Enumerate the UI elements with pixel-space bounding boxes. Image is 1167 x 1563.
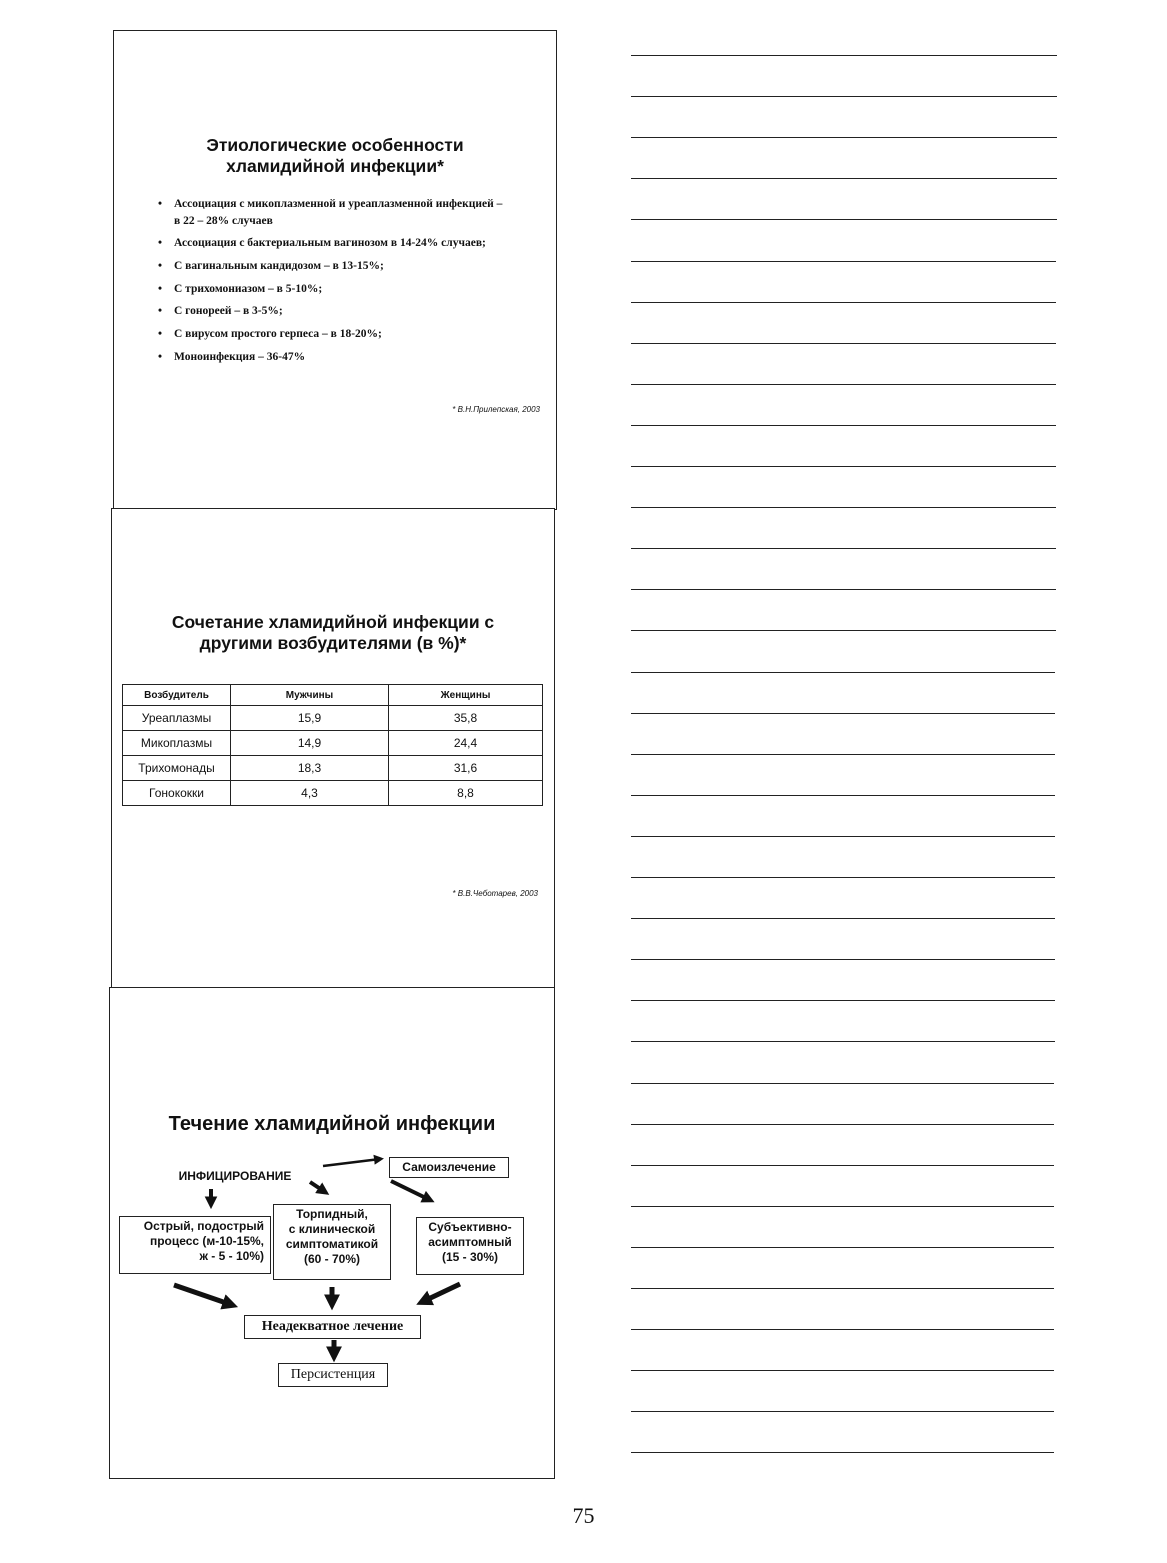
note-line	[631, 1452, 1054, 1453]
table-cell: Уреаплазмы	[123, 706, 231, 731]
table-cell: 8,8	[389, 781, 543, 806]
arrow-subjective-to-inadequate	[422, 1284, 460, 1302]
persistence-box: Персистенция	[278, 1363, 388, 1387]
note-line	[631, 178, 1057, 179]
list-item: • Ассоциация с бактериальным вагинозом в 14-24% случаев;	[158, 237, 486, 250]
note-line	[631, 1165, 1054, 1166]
infection-label: ИНФИЦИРОВАНИЕ	[178, 1169, 292, 1183]
list-item: • Моноинфекция – 36-47%	[158, 350, 306, 363]
list-item: • С вирусом простого герпеса – в 18-20%;	[158, 328, 382, 341]
note-line	[631, 55, 1057, 56]
list-item: • С трихомониазом – в 5-10%;	[158, 282, 323, 295]
table-cell: 14,9	[231, 731, 389, 756]
table-row	[123, 781, 543, 806]
column-header: Возбудитель	[123, 685, 231, 706]
arrow-acute-to-inadequate	[174, 1285, 232, 1305]
acute-process-box: Острый, подострый процесс (м-10-15%, ж - 5 - 10%)	[119, 1216, 271, 1274]
note-line	[631, 672, 1055, 673]
list-item: • Ассоциация с микоплазменной и уреаплазменной инфекцией – в 22 – 28% случаев	[158, 198, 503, 227]
coinfection-table	[122, 684, 543, 806]
slide-coinfection	[111, 508, 555, 990]
note-line	[631, 302, 1056, 303]
slide-etiology-title: Этиологические особенности хламидийной инфекции*	[206, 135, 464, 177]
note-line	[631, 261, 1056, 262]
table-cell: Трихомонады	[123, 756, 231, 781]
subjective-asymptomatic-box: Субъективно- асимптомный (15 - 30%)	[416, 1217, 524, 1275]
table-cell: 18,3	[231, 756, 389, 781]
note-line	[631, 343, 1056, 344]
note-line	[631, 1083, 1054, 1084]
torpid-box: Торпидный, с клинической симптоматикой (60 - 70%)	[273, 1204, 391, 1280]
arrow-to-subjective	[391, 1181, 430, 1200]
table-header-row	[123, 685, 543, 706]
column-header: Женщины	[389, 685, 543, 706]
page-number: 75	[572, 1503, 595, 1528]
self-healing-box: Самоизлечение	[389, 1157, 509, 1178]
table-cell: Микоплазмы	[123, 731, 231, 756]
note-line	[631, 630, 1056, 631]
list-item: • С гонореей – в 3-5%;	[158, 305, 283, 318]
slide-course-title: Течение хламидийной инфекции	[168, 1113, 496, 1135]
note-line	[631, 507, 1056, 508]
inadequate-treatment-box: Неадекватное лечение	[244, 1315, 421, 1339]
etiology-bullet-list	[158, 196, 510, 371]
note-line	[631, 1041, 1055, 1042]
table-cell: 24,4	[389, 731, 543, 756]
slide-coinfection-title: Сочетание хламидийной инфекции с другими возбудителями (в %)*	[171, 612, 495, 654]
slide-course	[109, 987, 555, 1479]
note-line	[631, 1247, 1054, 1248]
note-line	[631, 384, 1056, 385]
source-citation: * В.В.Чеботарев, 2003	[452, 889, 538, 898]
note-line	[631, 1288, 1054, 1289]
table-cell: 31,6	[389, 756, 543, 781]
note-line	[631, 1329, 1054, 1330]
note-line	[631, 1124, 1054, 1125]
note-line	[631, 713, 1055, 714]
note-line	[631, 754, 1055, 755]
note-lines	[631, 0, 1061, 1563]
note-line	[631, 548, 1056, 549]
note-line	[631, 219, 1057, 220]
note-line	[631, 877, 1055, 878]
note-line	[631, 795, 1055, 796]
arrow-to-torpid	[310, 1182, 325, 1192]
note-line	[631, 96, 1057, 97]
arrow-to-self-healing	[323, 1159, 380, 1166]
table-cell: 35,8	[389, 706, 543, 731]
table-row	[123, 731, 543, 756]
table-cell: 15,9	[231, 706, 389, 731]
table-row	[123, 706, 543, 731]
note-line	[631, 1000, 1055, 1001]
column-header: Мужчины	[231, 685, 389, 706]
slide-etiology	[113, 30, 557, 510]
note-line	[631, 589, 1056, 590]
source-citation: * В.Н.Прилепская, 2003	[452, 405, 540, 414]
table-row	[123, 756, 543, 781]
table-cell: Гонококки	[123, 781, 231, 806]
note-line	[631, 425, 1056, 426]
table-cell: 4,3	[231, 781, 389, 806]
note-line	[631, 1411, 1054, 1412]
note-line	[631, 959, 1055, 960]
note-line	[631, 1370, 1054, 1371]
list-item: • С вагинальным кандидозом – в 13-15%;	[158, 260, 384, 273]
note-line	[631, 1206, 1054, 1207]
note-line	[631, 836, 1055, 837]
note-line	[631, 137, 1057, 138]
note-line	[631, 466, 1056, 467]
note-line	[631, 918, 1055, 919]
